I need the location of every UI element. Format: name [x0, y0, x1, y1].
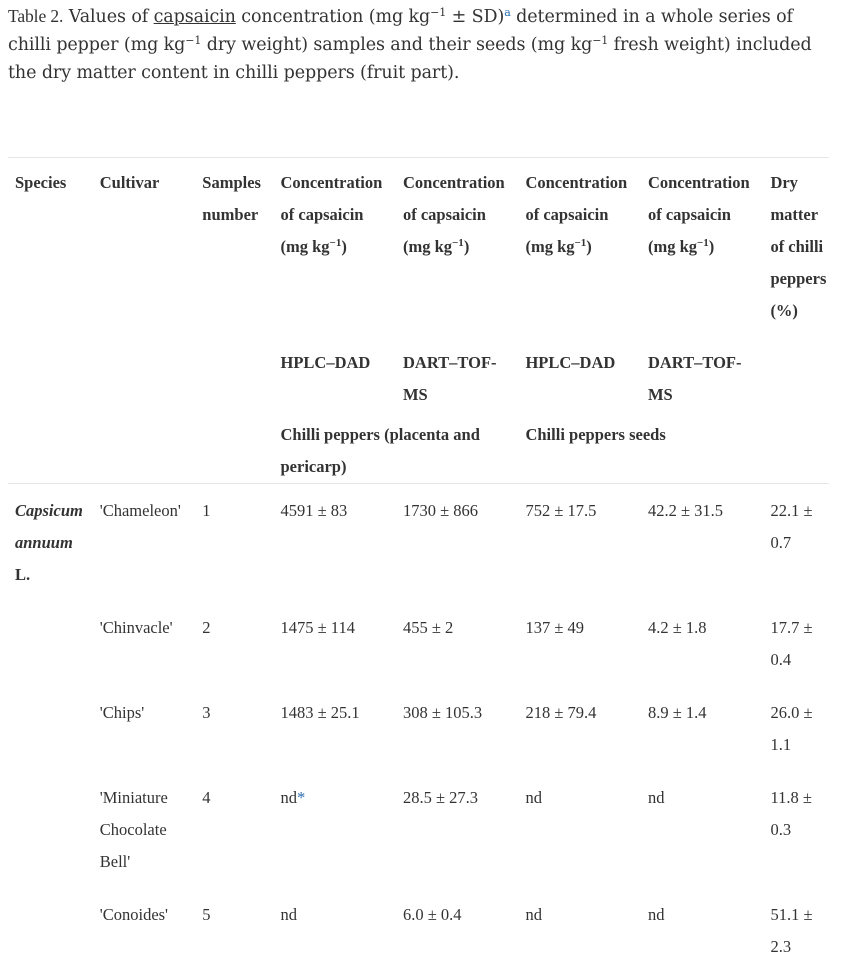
- empty-cell: [8, 690, 92, 775]
- empty-cell: [762, 411, 829, 484]
- value-cell: nd: [647, 788, 665, 807]
- caption-text: fresh weight) included the dry matter content in chilli peppers (fruit part).: [8, 35, 812, 83]
- header-superscript: −1: [329, 236, 342, 249]
- empty-cell: [8, 605, 92, 690]
- samples-cell: 4: [202, 788, 211, 807]
- header-text: Concentration of capsaicin (mg kg: [647, 173, 750, 256]
- method-hplc-peppers: HPLC–DAD: [280, 353, 371, 372]
- caption-text: dry weight) samples and their seeds (mg kg: [201, 35, 593, 55]
- header-concentration-3: [517, 157, 639, 327]
- data-table: [8, 157, 829, 977]
- table-row: [8, 690, 829, 775]
- empty-cell: [200, 411, 272, 484]
- group-peppers-placenta-pericarp: Chilli peppers (placenta and pericarp): [280, 425, 480, 476]
- value-cell: 752 ± 17.5: [517, 484, 639, 606]
- species-authority: L.: [15, 565, 31, 584]
- table-row: [8, 775, 829, 892]
- header-dry-matter: Dry matter of chilli peppers (%): [770, 173, 827, 320]
- table-row: [8, 484, 829, 606]
- header-samples-number: Samples number: [202, 173, 261, 224]
- caption-superscript: −1: [592, 33, 609, 47]
- value-cell: 1483 ± 25.1: [280, 703, 360, 722]
- empty-cell: [762, 327, 829, 411]
- data-table-container[interactable]: [8, 157, 829, 956]
- value-cell: nd: [280, 905, 297, 924]
- header-text: Concentration of capsaicin (mg kg: [280, 173, 383, 256]
- value-cell: 8.9 ± 1.4: [647, 703, 707, 722]
- method-hplc-seeds: HPLC–DAD: [525, 353, 616, 372]
- value-cell: nd: [647, 905, 665, 924]
- header-text: ): [586, 237, 592, 256]
- cultivar-cell: 'Miniature Chocolate Bell': [99, 788, 168, 871]
- value-cell: nd: [525, 905, 542, 924]
- species-cell: [8, 484, 92, 606]
- header-concentration-4: [640, 157, 762, 327]
- samples-cell: 3: [202, 703, 211, 722]
- table-row: [8, 892, 829, 977]
- species-name: Capsicum annuum: [15, 501, 83, 552]
- caption-text: determined in a whole series of chilli pepper (mg kg: [8, 7, 793, 55]
- empty-cell: [8, 892, 92, 977]
- table-row: [8, 605, 829, 690]
- samples-cell: 5: [202, 905, 211, 924]
- table-header-row: [8, 157, 829, 327]
- group-peppers-seeds: Chilli peppers seeds: [525, 425, 666, 444]
- header-cultivar: Cultivar: [99, 173, 160, 192]
- dry-matter-cell: 51.1 ± 2.3: [770, 905, 813, 956]
- header-superscript: −1: [452, 236, 464, 249]
- cultivar-cell: 'Conoides': [99, 905, 169, 924]
- empty-cell: [200, 327, 272, 411]
- value-cell: 218 ± 79.4: [525, 703, 597, 722]
- header-text: Concentration of capsaicin (mg kg: [402, 173, 505, 256]
- value-text: nd: [280, 788, 297, 807]
- caption-text: concentration (mg kg: [235, 7, 431, 27]
- value-cell: 42.2 ± 31.5: [640, 484, 762, 606]
- header-superscript: −1: [697, 236, 709, 249]
- value-cell: 137 ± 49: [525, 618, 585, 637]
- cultivar-cell: 'Chips': [99, 703, 145, 722]
- header-text: ): [708, 237, 715, 256]
- value-cell: [273, 775, 395, 892]
- header-concentration-1: [273, 157, 395, 327]
- header-text: ): [463, 237, 470, 256]
- value-cell: 308 ± 105.3: [402, 703, 483, 722]
- dry-matter-cell: 26.0 ± 1.1: [770, 703, 813, 754]
- value-cell: 4.2 ± 1.8: [647, 618, 707, 637]
- value-cell: 1730 ± 866: [395, 484, 517, 606]
- dry-matter-cell: 22.1 ± 0.7: [762, 484, 829, 606]
- empty-cell: [92, 327, 201, 411]
- caption-text: Values of: [63, 7, 154, 27]
- table-group-row: [8, 411, 829, 484]
- empty-cell: [8, 327, 92, 411]
- dry-matter-cell: 17.7 ± 0.4: [770, 618, 813, 669]
- samples-cell: 1: [200, 484, 272, 606]
- header-superscript: −1: [574, 236, 587, 249]
- empty-cell: [8, 411, 92, 484]
- caption-label: Table 2.: [8, 6, 64, 26]
- caption-superscript: −1: [185, 33, 202, 47]
- header-concentration-2: [395, 157, 517, 327]
- method-dart-seeds: DART–TOF-MS: [647, 353, 742, 404]
- value-cell: 6.0 ± 0.4: [402, 905, 462, 924]
- empty-cell: [92, 411, 201, 484]
- dry-matter-cell: 11.8 ± 0.3: [770, 788, 812, 839]
- value-cell: 1475 ± 114: [280, 618, 355, 637]
- footnote-star-link[interactable]: *: [297, 788, 306, 807]
- empty-cell: [8, 775, 92, 892]
- header-species: Species: [15, 173, 67, 192]
- value-cell: 455 ± 2: [402, 618, 454, 637]
- table-method-row: [8, 327, 829, 411]
- header-text: Concentration of capsaicin (mg kg: [525, 173, 628, 256]
- footnote-a-link[interactable]: a: [504, 5, 511, 19]
- value-cell: 28.5 ± 27.3: [402, 788, 479, 807]
- header-text: ): [341, 237, 347, 256]
- samples-cell: 2: [202, 618, 211, 637]
- capsaicin-link[interactable]: capsaicin: [153, 7, 236, 27]
- value-cell: 4591 ± 83: [273, 484, 395, 606]
- caption-superscript: −1: [430, 5, 447, 19]
- cultivar-cell: 'Chameleon': [92, 484, 201, 606]
- method-dart-peppers: DART–TOF-MS: [402, 353, 497, 404]
- table-caption: [8, 2, 836, 87]
- caption-text: ± SD): [446, 7, 505, 27]
- value-cell: nd: [525, 788, 542, 807]
- cultivar-cell: 'Chinvacle': [99, 618, 173, 637]
